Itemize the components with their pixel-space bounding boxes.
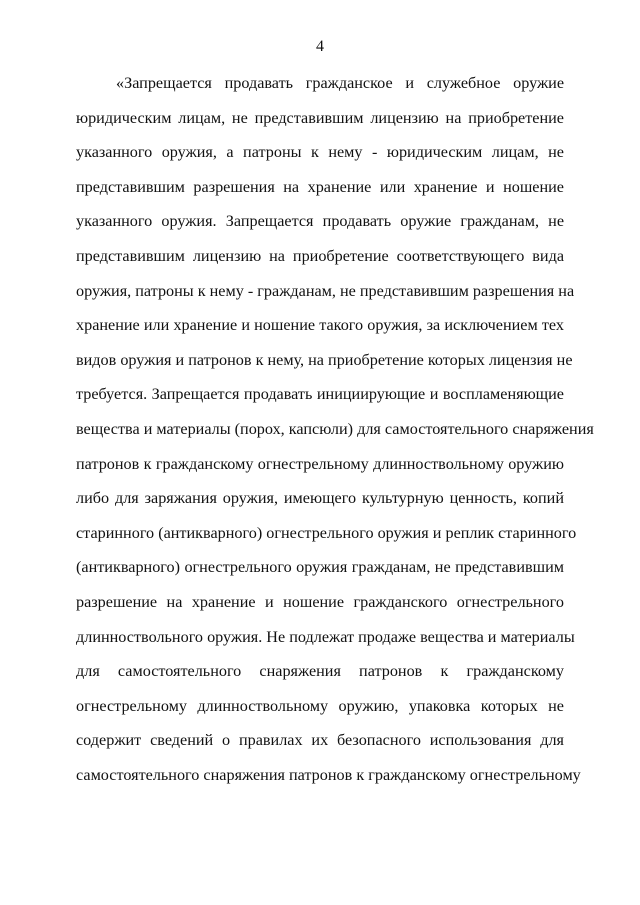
text-line: требуется. Запрещается продавать инициирующие и воспламеняющие [76, 385, 564, 404]
text-line: разрешение на хранение и ношение гражданского огнестрельного [76, 592, 564, 611]
text-line: огнестрельному длинноствольному оружию, упаковка которых не [76, 696, 564, 715]
text-line: оружия, патроны к нему - гражданам, не представившим разрешения на [76, 281, 575, 300]
text-line: «Запрещается продавать гражданское и служебное оружие [116, 74, 564, 92]
text-line: вещества и материалы (порох, капсюли) для самостоятельного снаряжения [76, 419, 594, 438]
text-line: юридическим лицам, не представившим лицензию на приобретение [76, 108, 564, 127]
text-line: (антикварного) огнестрельного оружия гражданам, не представившим [76, 558, 564, 577]
text-line: представившим лицензию на приобретение соответствующего вида [76, 246, 564, 265]
text-line: видов оружия и патронов к нему, на приобретение которых лицензия не [76, 350, 573, 369]
text-line: указанного оружия, а патроны к нему - юридическим лицам, не [76, 143, 564, 162]
page-number: 4 [316, 38, 324, 55]
text-line: самостоятельного снаряжения патронов к гражданскому огнестрельному [76, 765, 581, 784]
text-line: для самостоятельного снаряжения патронов к гражданскому [76, 662, 564, 681]
text-line: старинного (антикварного) огнестрельного оружия и реплик старинного [76, 523, 577, 542]
text-line: длинноствольного оружия. Не подлежат продаже вещества и материалы [76, 627, 575, 646]
text-line: хранение или хранение и ношение такого оружия, за исключением тех [76, 316, 564, 335]
text-line: содержит сведений о правилах их безопасного использования для [76, 731, 564, 750]
body-paragraph [76, 73, 594, 799]
text-line: представившим разрешения на хранение или хранение и ношение [76, 177, 564, 196]
text-line: патронов к гражданскому огнестрельному длинноствольному оружию [76, 454, 564, 473]
text-line: либо для заряжания оружия, имеющего культурную ценность, копий [76, 489, 564, 508]
text-line: указанного оружия. Запрещается продавать оружие гражданам, не [76, 212, 564, 231]
